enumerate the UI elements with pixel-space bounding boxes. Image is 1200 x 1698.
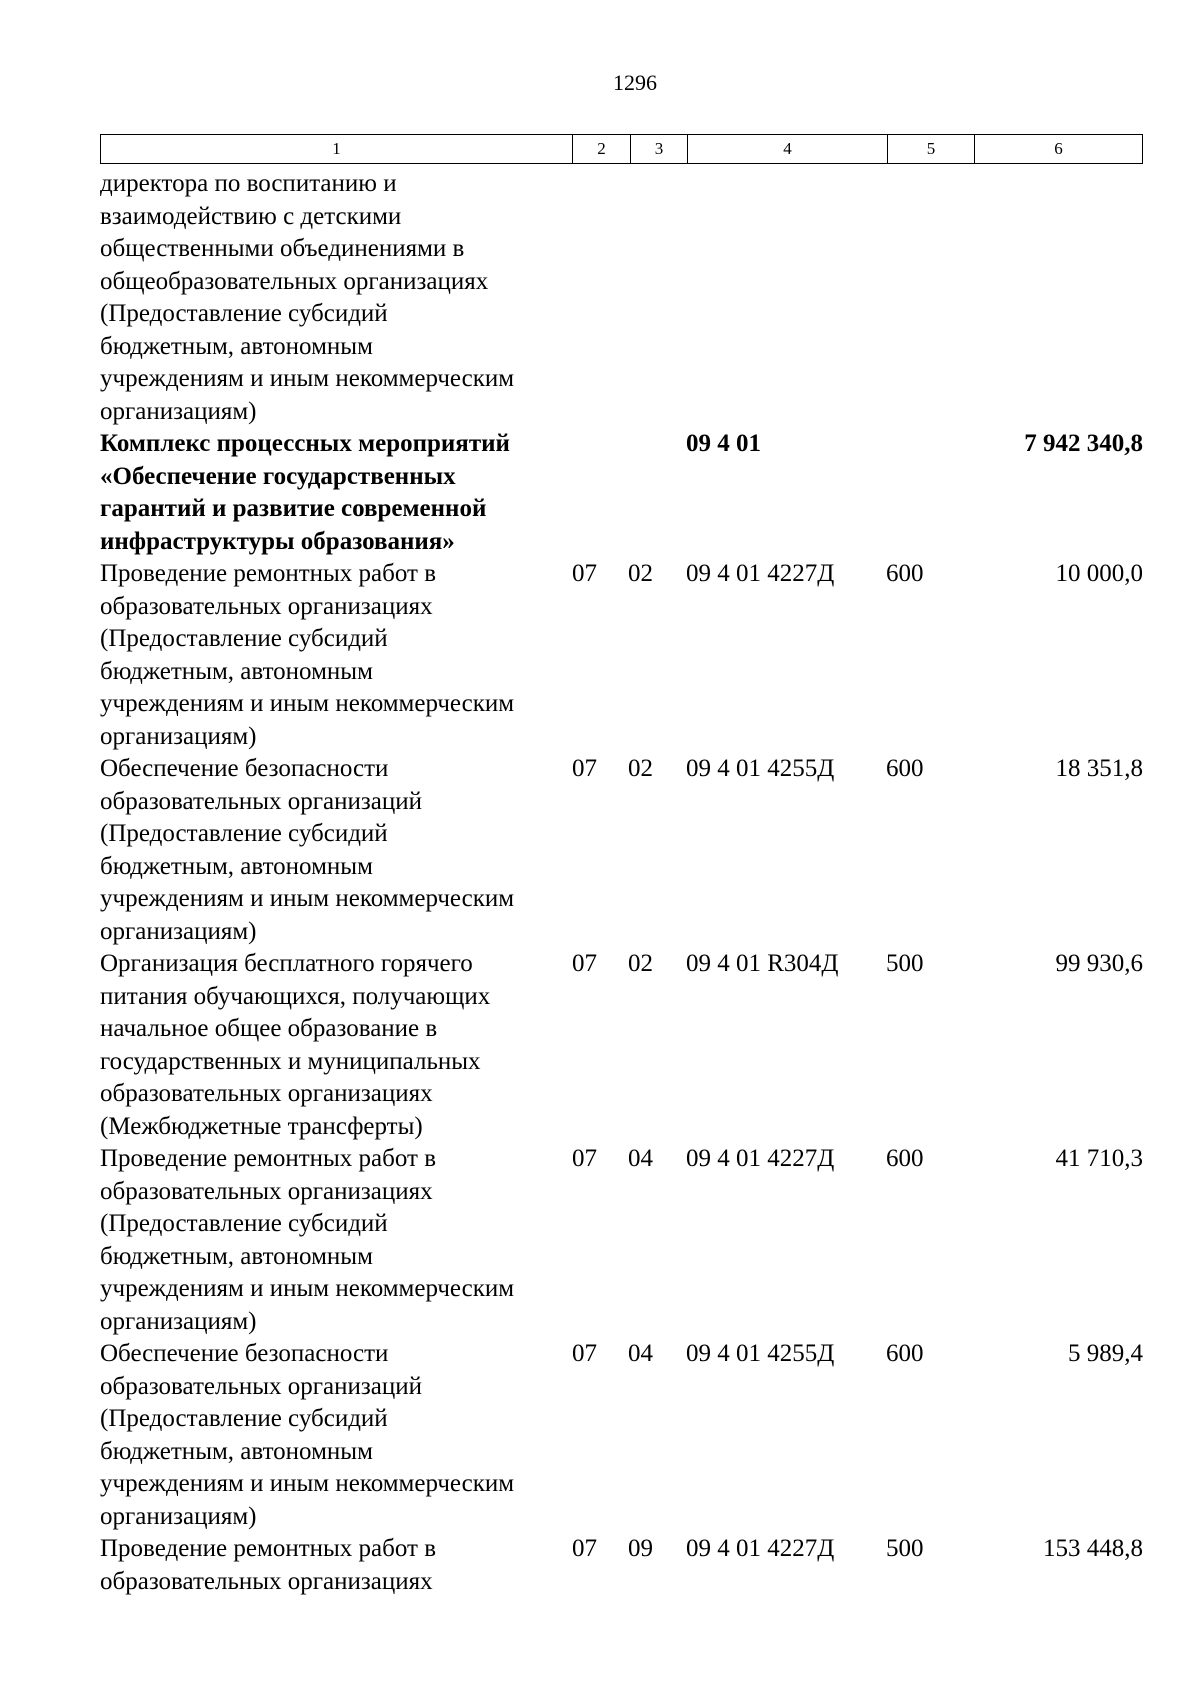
- description-line: общеобразовательных организациях: [100, 267, 489, 295]
- description-line: учреждениям и иным некоммерческим: [100, 365, 515, 392]
- target-article-code: 09 4 01 4227Д: [686, 1535, 835, 1562]
- description-line: Проведение ремонтных работ в: [100, 560, 437, 587]
- amount: 41 710,3: [1055, 1145, 1143, 1172]
- description-line: Организация бесплатного горячего: [100, 950, 473, 977]
- description-line: бюджетным, автономным: [100, 332, 373, 360]
- description-line: «Обеспечение государственных: [100, 462, 456, 490]
- description-line: Проведение ремонтных работ в: [100, 1145, 437, 1172]
- description-line: Проведение ремонтных работ в: [100, 1535, 437, 1562]
- expense-type-code: 600: [886, 1340, 924, 1367]
- subsection-code: 02: [628, 560, 653, 587]
- description-line: бюджетным, автономным: [100, 852, 373, 880]
- description-line: Обеспечение безопасности: [100, 755, 389, 782]
- description-line: бюджетным, автономным: [100, 1242, 373, 1270]
- table-row: [100, 558, 1145, 753]
- subsection-code: 09: [628, 1535, 653, 1562]
- description-line: образовательных организациях: [100, 1177, 433, 1205]
- description-line: взаимодействию с детскими: [100, 202, 402, 230]
- page-number: 1296: [613, 70, 657, 95]
- description-line: (Предоставление субсидий: [100, 1210, 388, 1237]
- description-line: образовательных организациях: [100, 1080, 433, 1107]
- row-description: [100, 1338, 572, 1533]
- description-line: образовательных организациях: [100, 592, 433, 620]
- expense-type-code: 500: [886, 1535, 924, 1562]
- column-header-6: 6: [1054, 139, 1063, 158]
- amount: 5 989,4: [1068, 1340, 1143, 1367]
- amount: 10 000,0: [1055, 560, 1143, 587]
- row-description: [100, 948, 572, 1143]
- target-article-code: 09 4 01 4227Д: [686, 560, 835, 587]
- description-line: бюджетным, автономным: [100, 657, 373, 685]
- description-line: организациям): [100, 397, 257, 425]
- expense-type-code: 600: [886, 755, 924, 782]
- table-row: [100, 1533, 1145, 1598]
- table-row: [100, 1338, 1145, 1533]
- description-line: Комплекс процессных мероприятий: [100, 430, 510, 457]
- section-code: 07: [572, 1340, 597, 1367]
- row-description: [100, 1533, 572, 1598]
- table-header-row: [100, 134, 1143, 164]
- column-header-5: 5: [888, 135, 975, 163]
- amount: 99 930,6: [1055, 950, 1143, 977]
- column-header-2: 2: [573, 135, 631, 163]
- description-line: начальное общее образование в: [100, 1015, 438, 1042]
- subsection-code: 02: [628, 755, 653, 782]
- description-line: организациям): [100, 1307, 257, 1335]
- description-line: (Предоставление субсидий: [100, 625, 388, 652]
- amount: 153 448,8: [1043, 1535, 1143, 1562]
- amount: 7 942 340,8: [1024, 430, 1143, 457]
- description-line: бюджетным, автономным: [100, 1437, 373, 1465]
- description-line: учреждениям и иным некоммерческим: [100, 1470, 515, 1497]
- section-code: 07: [572, 1535, 597, 1562]
- row-description: [100, 168, 572, 428]
- table-row: [100, 948, 1145, 1143]
- subsection-code: 04: [628, 1340, 653, 1367]
- row-description: [100, 428, 572, 558]
- row-description: [100, 753, 572, 948]
- target-article-code: 09 4 01: [686, 430, 761, 457]
- description-line: образовательных организаций: [100, 1372, 423, 1400]
- subsection-code: 04: [628, 1145, 653, 1172]
- column-header-1: 1: [101, 135, 573, 163]
- description-line: государственных и муниципальных: [100, 1047, 481, 1075]
- description-line: учреждениям и иным некоммерческим: [100, 690, 515, 717]
- description-line: (Межбюджетные трансферты): [100, 1112, 423, 1140]
- table-section-row: [100, 428, 1145, 558]
- description-line: организациям): [100, 1502, 257, 1530]
- target-article-code: 09 4 01 4255Д: [686, 1340, 835, 1367]
- description-line: (Предоставление субсидий: [100, 300, 388, 327]
- column-header-4: 4: [688, 135, 888, 163]
- description-line: (Предоставление субсидий: [100, 820, 388, 847]
- expense-type-code: 500: [886, 950, 924, 977]
- description-line: организациям): [100, 917, 257, 945]
- target-article-code: 09 4 01 4255Д: [686, 755, 835, 782]
- amount: 18 351,8: [1055, 755, 1143, 782]
- row-description: [100, 1143, 572, 1338]
- target-article-code: 09 4 01 R304Д: [686, 950, 839, 977]
- description-line: учреждениям и иным некоммерческим: [100, 885, 515, 912]
- section-code: 07: [572, 560, 597, 587]
- subsection-code: 02: [628, 950, 653, 977]
- expense-type-code: 600: [886, 1145, 924, 1172]
- description-line: организациям): [100, 722, 257, 750]
- description-line: учреждениям и иным некоммерческим: [100, 1275, 515, 1302]
- table-row: [100, 753, 1145, 948]
- row-description: [100, 558, 572, 753]
- table-body: [100, 168, 1145, 1598]
- description-line: (Предоставление субсидий: [100, 1405, 388, 1432]
- description-line: образовательных организациях: [100, 1567, 433, 1595]
- table-row: [100, 168, 1145, 428]
- table-row: [100, 1143, 1145, 1338]
- description-line: директора по воспитанию и: [100, 170, 397, 197]
- description-line: инфраструктуры образования»: [100, 527, 455, 555]
- expense-type-code: 600: [886, 560, 924, 587]
- section-code: 07: [572, 755, 597, 782]
- section-code: 07: [572, 1145, 597, 1172]
- description-line: гарантий и развитие современной: [100, 495, 487, 522]
- description-line: питания обучающихся, получающих: [100, 982, 491, 1010]
- description-line: образовательных организаций: [100, 787, 423, 815]
- section-code: 07: [572, 950, 597, 977]
- column-header-3: 3: [631, 135, 688, 163]
- description-line: Обеспечение безопасности: [100, 1340, 389, 1367]
- target-article-code: 09 4 01 4227Д: [686, 1145, 835, 1172]
- description-line: общественными объединениями в: [100, 235, 465, 262]
